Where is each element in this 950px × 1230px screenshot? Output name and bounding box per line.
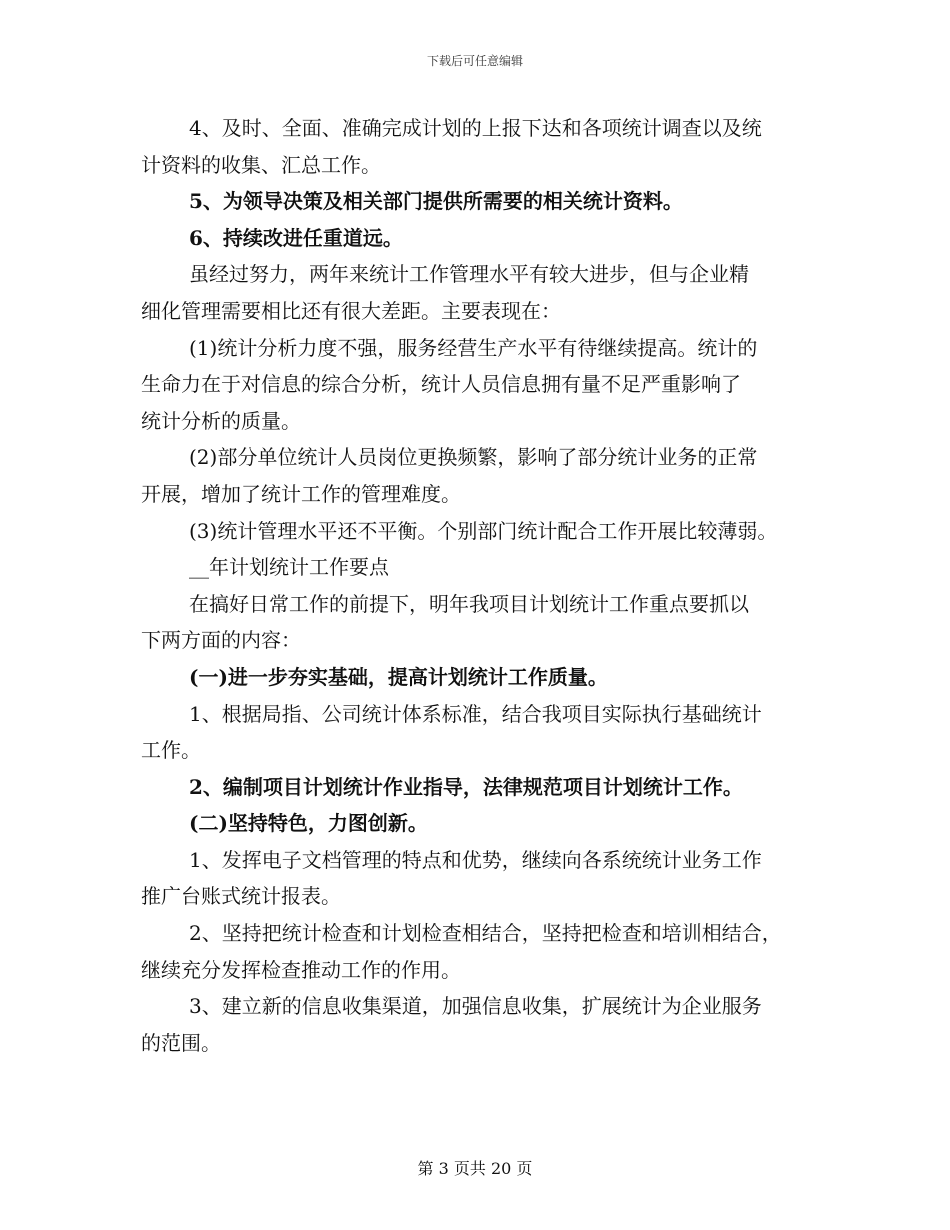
text-line: 的范围。 xyxy=(141,1030,221,1055)
text-line: 在搞好日常工作的前提下，明年我项目计划统计工作重点要抓以 xyxy=(189,591,749,616)
text-line: 1、发挥电子文档管理的特点和优势，继续向各系统统计业务工作 xyxy=(189,847,762,872)
text-line: 工作。 xyxy=(141,738,201,763)
text-line: (3)统计管理水平还不平衡。个别部门统计配合工作开展比较薄弱。 xyxy=(189,518,778,543)
text-line: __年计划统计工作要点 xyxy=(189,555,389,580)
text-line: 4、及时、全面、准确完成计划的上报下达和各项统计调查以及统 xyxy=(189,116,762,140)
text-line: 开展，增加了统计工作的管理难度。 xyxy=(141,481,461,506)
text-line: 推广台账式统计报表。 xyxy=(141,884,341,909)
text-line: 下两方面的内容： xyxy=(141,628,301,653)
text-line: 虽经过努力，两年来统计工作管理水平有较大进步，但与企业精 xyxy=(189,262,749,287)
text-line: 1、根据局指、公司统计体系标准，结合我项目实际执行基础统计 xyxy=(189,701,762,726)
text-line: 统计分析的质量。 xyxy=(141,408,301,433)
page-footer: 第 3 页共 20 页 xyxy=(417,1159,533,1178)
text-line: (2)部分单位统计人员岗位更换频繁，影响了部分统计业务的正常 xyxy=(189,445,758,470)
document-body xyxy=(141,110,811,1061)
text-line: 5、为领导决策及相关部门提供所需要的相关统计资料。 xyxy=(189,189,683,214)
text-line: 6、持续改进任重道远。 xyxy=(189,225,403,250)
text-line: 2、编制项目计划统计作业指导，法律规范项目计划统计工作。 xyxy=(189,774,743,799)
text-line: (1)统计分析力度不强，服务经营生产水平有待继续提高。统计的 xyxy=(189,335,758,360)
text-line: 2、坚持把统计检查和计划检查相结合，坚持把检查和培训相结合， xyxy=(189,921,782,946)
text-line: 继续充分发挥检查推动工作的作用。 xyxy=(141,957,461,982)
text-line: 计资料的收集、汇总工作。 xyxy=(141,152,381,177)
text-line: 细化管理需要相比还有很大差距。主要表现在： xyxy=(141,298,561,323)
text-line: (一)进一步夯实基础，提高计划统计工作质量。 xyxy=(189,664,608,689)
page-header: 下载后可任意编辑 xyxy=(426,54,523,68)
text-line: 3、建立新的信息收集渠道，加强信息收集，扩展统计为企业服务 xyxy=(189,994,762,1019)
text-line: (二)坚持特色，力图创新。 xyxy=(189,811,428,836)
text-line: 生命力在于对信息的综合分析，统计人员信息拥有量不足严重影响了 xyxy=(141,372,741,397)
